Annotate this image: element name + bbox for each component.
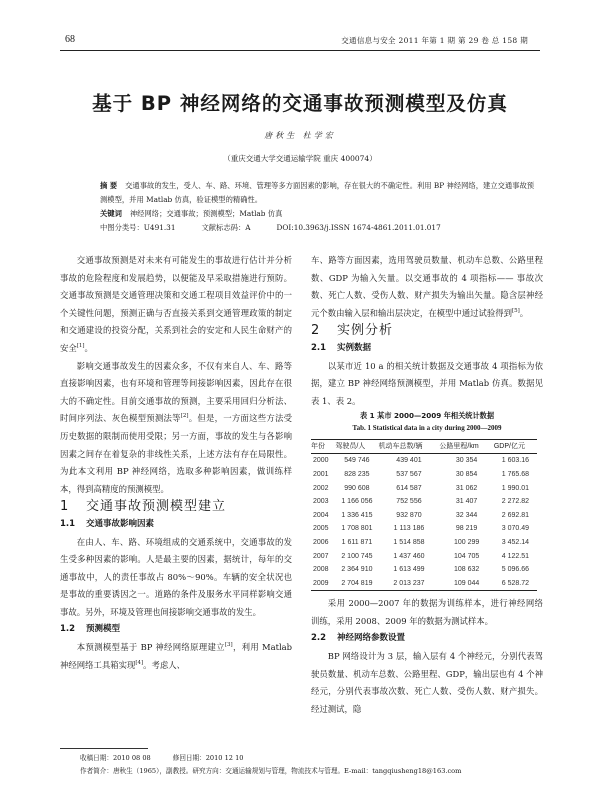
clc-number: 中图分类号：U491.31 — [100, 223, 176, 232]
table-caption-en: Tab. 1 Statistical data in a city during 2000—2009 — [352, 424, 502, 433]
table-row: 2005 1 708 801 1 113 186 98 219 3 070.49 — [313, 525, 530, 533]
abstract-label: 摘 要 — [100, 181, 118, 190]
section-1-2-paragraph: 本预测模型基于 BP 神经网络原理建立[3]，利用 Matlab 神经网络工具箱实现[4]。考虑人、 — [60, 642, 292, 670]
table-row: 2001 828 235 537 567 30 854 1 765.68 — [313, 470, 530, 478]
keywords-text: 神经网络；交通事故；预测模型；Matlab 仿真 — [129, 209, 283, 218]
citation-ref[interactable]: [5] — [512, 307, 520, 314]
section-heading-1: 1 交通事故预测模型建立 — [60, 499, 227, 515]
received-date: 收稿日期：2010 08 08 — [80, 754, 151, 762]
left-column — [60, 252, 292, 674]
col-header-road-km: 公路里程/km — [439, 440, 493, 454]
abstract — [100, 179, 540, 206]
table-row: 2006 1 611 871 1 514 858 100 299 3 452.14 — [313, 538, 530, 546]
statistics-table — [311, 439, 537, 591]
doi: DOI:10.3963/j.ISSN 1674-4861.2011.01.017 — [276, 223, 441, 232]
section-2-2-paragraph: BP 网络设计为 3 层，输入层有 4 个神经元，分别代表驾驶员数量、机动车总数、公路里程、GDP，输出层也有 4 个神经元，分别代表事故次数、死亡人数、受伤人数、财产损失。经过测试，隐 — [311, 651, 543, 714]
subsection-heading-2-2: 2.2 神经网络参数设置 — [311, 633, 406, 644]
table-row: 2002 990 608 614 587 31 062 1 990.01 — [313, 484, 530, 492]
table-row: 2009 2 704 819 2 013 237 109 044 6 528.72 — [311, 577, 537, 591]
col-header-vehicles: 机动车总数/辆 — [379, 440, 440, 454]
footnote-rule — [60, 748, 148, 749]
section-2-1-paragraph: 以某市近 10 a 的相关统计数据及交通事故 4 项指标为依据，建立 BP 神经网络预测模型，并用 Matlab 仿真。数据见表 1、表 2。 — [311, 360, 543, 406]
abstract-text: 交通事故的发生，受人、车、路、环境、管理等多方面因素的影响，存在很大的不确定性。利用 BP 神经网络，建立交通事故预测模型，并用 Matlab 仿真，验证模型的精确性。 — [100, 181, 535, 204]
subsection-heading-2-1: 2.1 实例数据 — [311, 342, 372, 353]
col-header-gdp: GDP/亿元 — [494, 440, 537, 454]
citation-ref[interactable]: [1] — [76, 343, 85, 350]
table-caption-cn: 表 1 某市 2000—2009 年相关统计数据 — [359, 411, 495, 421]
col-header-drivers: 驾驶员/人 — [335, 440, 378, 454]
keywords-label: 关键词 — [100, 209, 122, 218]
journal-running-header: 交通信息与安全 2011 年第 1 期 第 29 卷 总 158 期 — [341, 36, 528, 45]
citation-ref[interactable]: [3] — [224, 642, 233, 649]
footnote-dates — [80, 752, 265, 764]
document-code: 文献标志码：A — [201, 223, 251, 232]
section-2-1-paragraph-2: 采用 2000—2007 年的数据为训练样本，进行神经网络训练，采用 2008、2009 年的数据为测试样本。 — [311, 598, 543, 626]
keywords — [100, 207, 540, 221]
page-number: 68 — [65, 34, 75, 45]
right-column — [311, 252, 543, 718]
paper-title: 基于 BP 神经网络的交通事故预测模型及仿真 — [92, 92, 508, 115]
intro-paragraph-1: 交通事故预测是对未来有可能发生的事故进行估计并分析事故的危险程度和发展趋势，以便能及早采取措施进行预防。交通事故预测是交通管理决策和交通工程项目效益评价中的一个关键性问题，预测正确与否直接关系到交通管理政策的制定和交通建设的投资分配，关系到社会的安定和人民生命财产的安全[1]。 — [60, 255, 292, 353]
citation-ref[interactable]: [2] — [180, 413, 189, 420]
table-header-row — [311, 440, 537, 454]
revised-date: 修回日期：2010 12 10 — [172, 754, 244, 762]
affiliation: （重庆交通大学交通运输学院 重庆 400074） — [223, 154, 377, 163]
table-row: 2000 549 746 439 401 30 354 1 603.16 — [313, 457, 530, 465]
footnote-author-bio: 作者简介：唐秋生（1965），副教授。研究方向：交通运输规划与管理，物流技术与管理。E-mail：tangqiusheng18@163.com — [80, 767, 462, 775]
table-row: 2007 2 100 745 1 437 460 104 705 4 122.51 — [313, 552, 530, 560]
col-header-year: 年份 — [311, 440, 335, 454]
table-row: 2008 2 364 910 1 613 499 108 632 5 096.66 — [313, 566, 530, 574]
intro-paragraph-2: 影响交通事故发生的因素众多，不仅有来自人、车、路等直接影响因素，也有环境和管理等间接影响因素，因此存在很大的不确定性。目前交通事故的预测，主要采用回归分析法、时间序列法、灰色模型预测法等[2]。但是，一方面这些方法受历史数据的限制而使用受限；另一方面，事故的发生与各影响因素之间存在着复杂的非线性关系，上述方法有存在局限性。为此本文利用 BP 神经网络，选取多种影响因素，做训练样本，得到高精度的预测模型。 — [60, 360, 293, 494]
citation-ref[interactable]: [4] — [135, 659, 144, 666]
subsection-heading-1-1: 1.1 交通事故影响因素 — [60, 518, 155, 529]
table-row: 2004 1 336 415 932 870 32 344 2 692.81 — [313, 511, 530, 519]
header-rule — [60, 50, 540, 51]
subsection-heading-1-2: 1.2 预测模型 — [60, 624, 121, 635]
continued-paragraph: 车、路等方面因素，选用驾驶员数量、机动车总数、公路里程数、GDP 为输入矢量。以交通事故的 4 项指标—— 事故次数、死亡人数、受伤人数、财产损失为输出矢量。隐含层神经元个数由输入层和输出层决定，在模型中通过试验得到[5]。 — [311, 255, 543, 318]
classification-line — [100, 221, 540, 235]
authors: 唐秋生 杜学宏 — [264, 131, 336, 140]
section-1-1-paragraph: 在由人、车、路、环境组成的交通系统中，交通事故的发生受多种因素的影响。人是最主要的因素，据统计，每年的交通事故中，人的责任事故占 80%～90%。车辆的安全状况也是事故的重要诱因之一。道路的条件及服务水平同样影响交通事故。另外，环境及管理也间接影响交通事故的发生。 — [60, 536, 292, 617]
section-heading-2: 2 实例分析 — [311, 323, 394, 339]
table-row: 2003 1 166 056 752 556 31 407 2 272.82 — [313, 498, 530, 506]
